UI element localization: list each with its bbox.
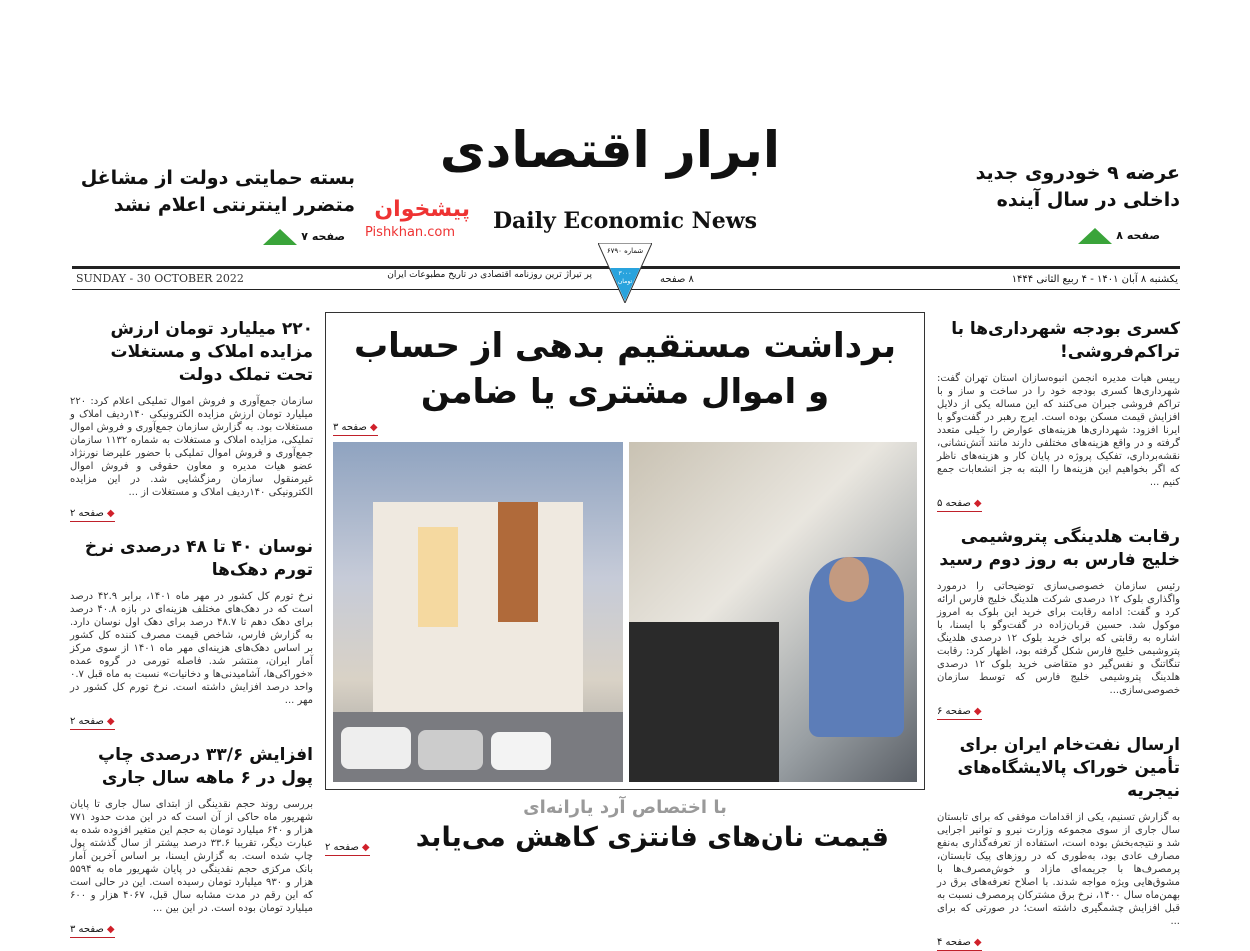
left-page-ref-1[interactable]: ◆صفحه ۲ — [70, 507, 115, 522]
date-persian: یکشنبه ۸ آبان ۱۴۰۱ - ۴ ربیع الثانی ۱۴۴۴ — [1011, 274, 1178, 285]
left-page-ref-3[interactable]: ◆صفحه ۳ — [70, 923, 115, 938]
main-story-box — [325, 312, 925, 790]
date-english: SUNDAY - 30 OCTOBER 2022 — [76, 272, 244, 285]
left-story-3[interactable]: افزایش ۳۳/۶ درصدی چاپ پول در ۶ ماهه سال جاری بررسی روند حجم نقدینگی از ابتدای سال جاری تا پایان شهریور ماه حاکی از آن است که در این مدت حدود ۷۷۱ هزار و ۶۴۰ میلیارد تومان به حجم این متغیر افزوده شده به عبارت دیگر، تقریبا ۳۳.۶ درصد بیشتر از سال گذشته پول چاپ شده است. به گزارش ایسنا، بر اساس آخرین آمار بانک مرکزی حجم نقدینگی در پایان شهریور ماه به ۵۵۹۴ هزار و ۹۳۰ میلیارد تومان رسیده است. این در حالی است که این رقم در مدت مشابه سال قبل، ۴۰۶۷ هزار و ۶۰۰ میلیارد تومان بوده است. در این بین ... ◆صفحه ۳ — [70, 744, 313, 938]
right-column — [937, 318, 1180, 951]
left-column — [70, 318, 313, 938]
main-page-ref[interactable]: ◆صفحه ۳ — [333, 421, 378, 436]
sub-headline[interactable]: قیمت نان‌های فانتزی کاهش می‌یابد — [415, 822, 889, 853]
triangle-icon — [1078, 228, 1112, 244]
left-story-2[interactable]: نوسان ۴۰ تا ۴۸ درصدی نرخ تورم دهک‌ها نرخ تورم کل کشور در مهر ماه ۱۴۰۱، برابر ۴۲.۹ درصد است که در دهک‌های مختلف هزینه‌ای در بازه ۴۰.۸ درصد برای دهک دهم تا ۴۸.۷ درصد برای دهک اول نوسان دارد. به گزارش فارس، شاخص قیمت مصرف کننده کل کشور بر اساس دهک‌های هزینه‌ای مهر ماه ۱۴۰۱ از سوی مرکز آمار ایران، منتشر شد. فاصله تورمی در گروه عمده «خوراکی‌ها، آشامیدنی‌ها و دخانیات» نسبت به ماه قبل ۰.۷ واحد درصد افزایش داشته است. نرخ تورم کل کشور در مهر ... ◆صفحه ۲ — [70, 536, 313, 730]
teaser-cars[interactable]: عرضه ۹ خودروی جدید داخلی در سال آینده صفحه ۸ — [975, 162, 1180, 242]
teaser-internet[interactable]: بسته حمایتی دولت از مشاغل متضرر اینترنتی اعلام نشد صفحه ۷ — [80, 167, 355, 243]
logo-english: Daily Economic News — [492, 208, 758, 234]
house-photo — [333, 442, 623, 782]
photos — [333, 442, 917, 782]
right-story-3[interactable]: ارسال نفت‌خام ایران برای تأمین خوراک پالایشگاه‌های نیجریه به گزارش تسنیم، یکی از اقدامات موفقی که برای تابستان سال جاری از سوی مجموعه وزارت نیرو و توانیر اجرایی شد و نتیجه‌بخش بوده است، استفاده از تعرفه‌گذاری به‌نفع مصارف عادی بود، به‌طوری که در روزهای پیک تابستان، پرمصرف‌ها با جریمه‌ای مازاد و خوش‌مصرف‌ها با مشوق‌هایی ویژه مواجه شدند. با اصلاح تعرفه‌های برق در بهمن‌ماه سال ۱۴۰۰، نرخ برق مشترکان پرمصرف نسبت به قبل افزایش چشمگیری داشته است؛ در صورتی که برای ... ◆صفحه ۴ — [937, 734, 1180, 951]
right-page-ref-1[interactable]: ◆صفحه ۵ — [937, 497, 982, 512]
tagline: پر تیراژ ترین روزنامه اقتصادی در تاریخ مطبوعات ایران — [387, 270, 592, 280]
main-column — [325, 312, 925, 856]
main-headline[interactable]: برداشت مستقیم بدهی از حساب و اموال مشتری یا ضامن — [354, 326, 896, 412]
issue-badge: شماره ۶۷۹۰ ۳۰۰۰ تومان — [598, 243, 652, 303]
right-story-2[interactable]: رقابت هلدینگی پتروشیمی خلیج فارس به روز دوم رسید رئیس سازمان خصوصی‌سازی توضیحاتی را درمورد واگذاری بلوک ۱۲ درصدی شرکت هلدینگ خلیج فارس ارائه کرد و گفت: ادامه رقابت برای خرید این بلوک به امروز موکول شد. حسین قربان‌زاده در گفت‌وگو با ایسنا، با اشاره به رقابتی که برای خرید بلوک ۱۲ درصدی هلدینگ پتروشیمی خلیج فارس شکل گرفته بود، اظهار کرد: رقابت تنگاتنگ و نفس‌گیر دو متقاضی خرید بلوک ۱۲ درصدی هلدینگ پتروشیمی خلیج فارس که توسط سازمان خصوصی‌سازی... ◆صفحه ۶ — [937, 526, 1180, 720]
right-story-1[interactable]: کسری بودجه شهرداری‌ها با تراکم‌فروشی! رییس هیات مدیره انجمن انبوه‌سازان استان تهران گفت: شهرداری‌ها کسری بودجه خود را در ساخت و ساز و با تراکم فروشی جبران می‌کنند که این مساله یکی از دلایل افزایش قیمت مسکن بوده است. ایرج رهبر در گفت‌وگو با ایرنا افزود: شهرداری‌ها هزینه‌های عوارض را خیلی متعدد گرفته و در واقع هزینه‌های مختلفی دارند مانند آتش‌نشانی، نقشه‌برداری، تفکیک پروژه در پایان کار و هزینه‌های ناظر که اگر بخواهیم این هزینه‌ها را البته به جز انشعابات جمع کنیم ... ◆صفحه ۵ — [937, 318, 1180, 512]
triangle-icon — [263, 229, 297, 245]
page-count: ۸ صفحه — [660, 274, 694, 285]
sub-page-ref[interactable]: ◆صفحه ۲ — [325, 841, 370, 856]
logo-persian: ابرار اقتصادی — [439, 121, 780, 179]
right-page-ref-3[interactable]: ◆صفحه ۴ — [937, 936, 982, 951]
left-story-1[interactable]: ۲۲۰ میلیارد تومان ارزش مزایده املاک و مستغلات تحت تملک دولت سازمان جمع‌آوری و فروش اموال تملیکی اعلام کرد: ۲۲۰ میلیارد تومان ارزش مزایده الکترونیکی ۱۴۰ردیف املاک و مستغلات بود. به گزارش سازمان جمع‌آوری و فروش اموال تملیکی، مزایده املاک و مستغلات به شماره ۱۱۳۲ سازمان جمع‌آوری و فروش اموال تملیکی با حضور علیرضا نورنژاد عضو هیات مدیره و معاون حقوقی و فروش اموال غیرمنقول سازمان رمزگشایی شد. در این مزایده الکترونیکی ۱۴۰ردیف املاک و مستغلات از ... ◆صفحه ۲ — [70, 318, 313, 522]
right-page-ref-2[interactable]: ◆صفحه ۶ — [937, 705, 982, 720]
sub-kicker: با اختصاص آرد یارانه‌ای — [523, 797, 727, 818]
bank-photo — [629, 442, 917, 782]
watermark: پیشخوان Pishkhan.com — [365, 197, 470, 240]
left-page-ref-2[interactable]: ◆صفحه ۲ — [70, 715, 115, 730]
